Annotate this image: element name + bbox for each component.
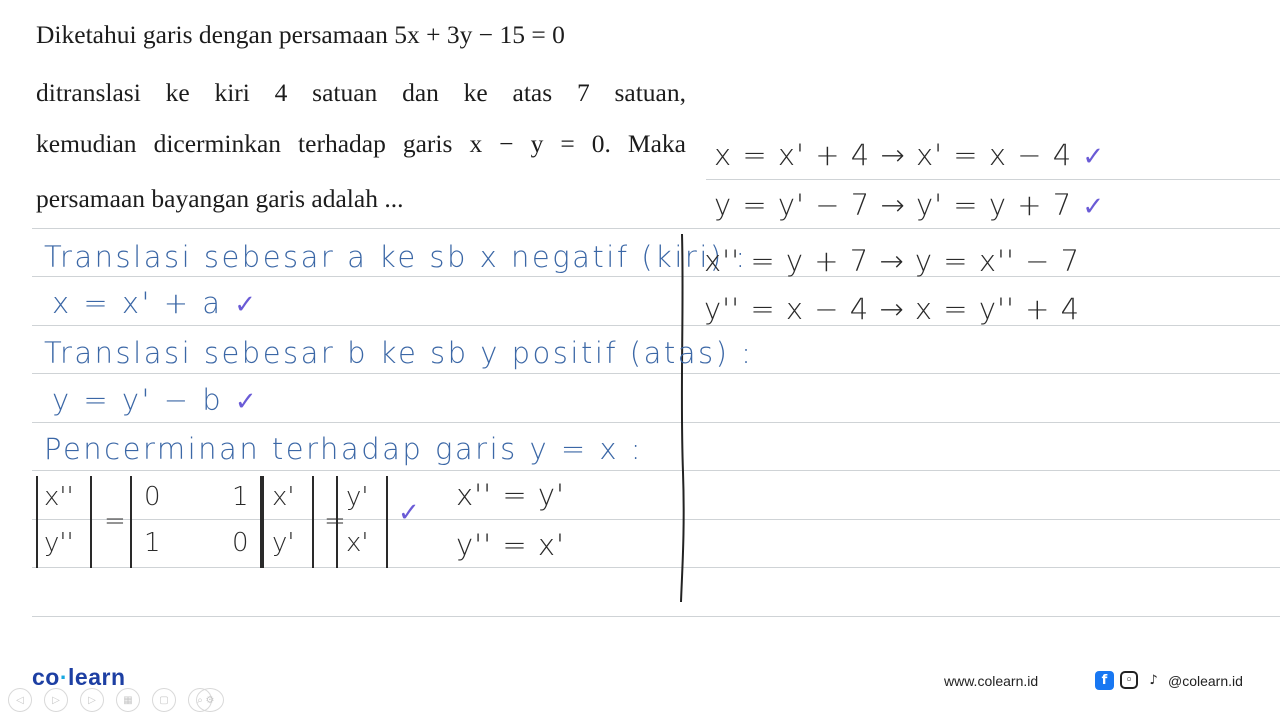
check-mark-icon: ✓ [234,387,260,417]
matrix-result-bottom: x' [346,528,369,558]
rewind-icon[interactable]: ◁ [8,688,32,712]
logo-learn: learn [68,664,126,690]
matrix-result-top: y' [346,482,369,512]
ruled-line [32,228,1280,229]
check-mark-icon: ✓ [1082,142,1106,172]
right-note-line-1 [714,138,1105,172]
footer-handle[interactable]: @colearn.id [1168,673,1243,689]
matrix-equation [36,476,406,572]
equals-sign: = [324,506,346,536]
play-icon[interactable]: ▷ [44,688,68,712]
instagram-icon[interactable]: ◦ [1120,671,1138,689]
matrix-cell: 0 [232,528,249,558]
footer-url[interactable]: www.colearn.id [944,673,1039,689]
result-line-1: x'' = y' [456,478,565,512]
right-note-line-3: x'' = y + 7 → y = x'' − 7 [704,244,1081,278]
translasi-x-formula [52,286,259,320]
matrix-cell: 0 [144,482,161,512]
translasi-x-heading: Translasi sebesar a ke sb x negatif (kiri) : [44,240,748,274]
ruled-line [32,616,1280,617]
logo-co: co [32,664,60,690]
right-note-line-1-text: x = x' + 4 → x' = x − 4 [714,138,1073,172]
ruled-line [32,422,1280,423]
ruled-line [32,276,1280,277]
ruled-line [32,373,1280,374]
check-mark-icon: ✓ [234,290,259,320]
matrix-cell: 1 [232,482,249,512]
facebook-icon[interactable]: f [1095,671,1114,690]
question-line-3: kemudian dicerminkan terhadap garis x − y = 0. Maka [36,129,686,158]
translasi-x-formula-text: x = x' + a [52,286,223,320]
check-mark-icon: ✓ [1082,192,1106,222]
ruled-line [32,325,1280,326]
pencerminan-heading: Pencerminan terhadap garis y = x : [44,432,644,466]
translasi-y-formula-text: y = y' − b [52,383,224,417]
right-note-line-2 [714,188,1105,222]
matrix-cell: 1 [144,528,161,558]
grid-icon[interactable]: ▦ [116,688,140,712]
right-note-line-4: y'' = x − 4 → x = y'' + 4 [704,292,1081,326]
matrix-lhs-top: x'' [44,482,74,512]
logo-dot: · [59,664,69,690]
zoom-icon[interactable]: ⌕ [188,688,212,712]
matrix-vector-bottom: y' [272,528,295,558]
translasi-y-heading: Translasi sebesar b ke sb y positif (atas) : [44,336,754,370]
equals-sign: = [104,506,126,536]
vertical-divider [676,232,690,604]
question-line-2: ditranslasi ke kiri 4 satuan dan ke atas 7 satuan, [36,78,686,107]
result-line-2: y'' = x' [456,528,565,562]
ruled-line [32,470,1280,471]
forward-icon[interactable]: ▷ [80,688,104,712]
settings-icon[interactable]: ⚙ [196,688,224,712]
ruled-line [706,179,1280,180]
question-line-1: Diketahui garis dengan persamaan 5x + 3y − 15 = 0 [36,20,565,49]
tiktok-icon[interactable]: ♪ [1149,673,1158,688]
check-mark-icon: ✓ [398,498,421,528]
colearn-logo [32,664,126,691]
question-line-4: persamaan bayangan garis adalah ... [36,184,404,213]
translasi-y-formula [52,383,259,417]
matrix-vector-top: x' [272,482,295,512]
matrix-lhs-bottom: y'' [44,528,74,558]
right-note-line-2-text: y = y' − 7 → y' = y + 7 [714,188,1073,222]
copy-icon[interactable]: ▢ [152,688,176,712]
